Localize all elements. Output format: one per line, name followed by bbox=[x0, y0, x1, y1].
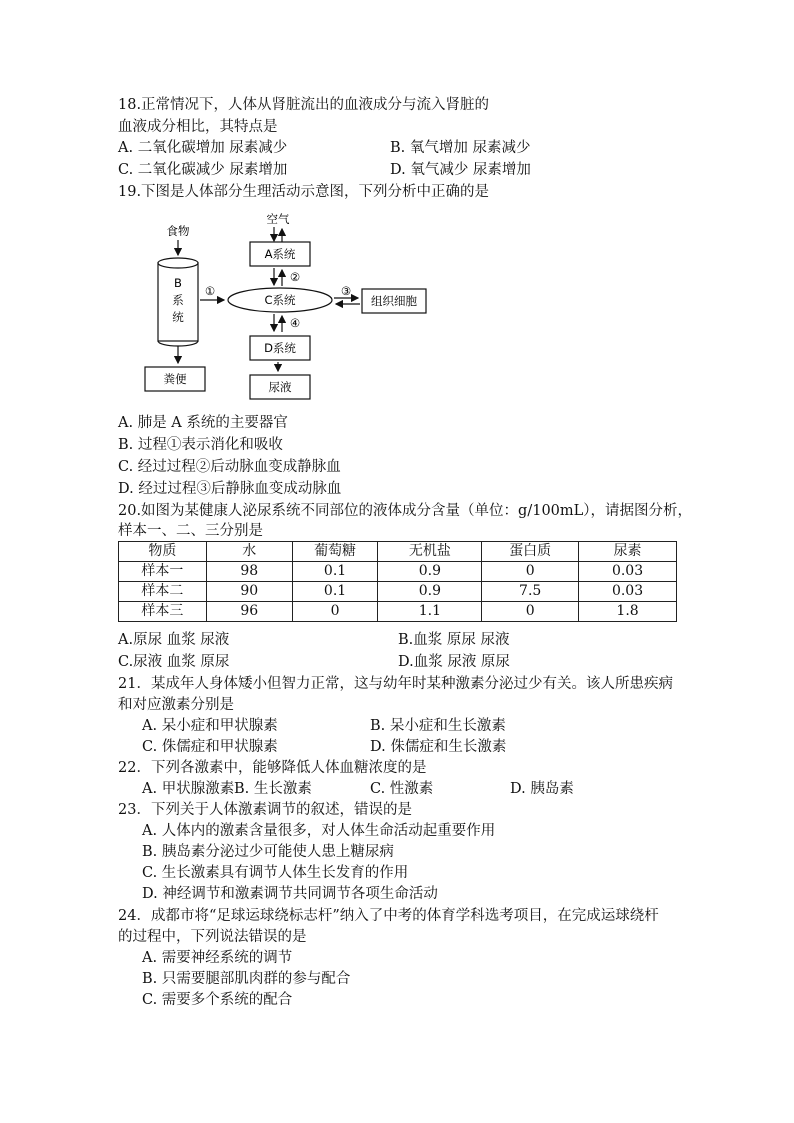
table-cell: 96 bbox=[206, 602, 292, 622]
feces-label: 粪便 bbox=[163, 372, 187, 386]
table-cell: 0.03 bbox=[579, 562, 677, 582]
urine-label: 尿液 bbox=[268, 380, 292, 394]
q20-stem-line2: 样本一、二、三分别是 bbox=[118, 523, 263, 539]
process-3-label: ③ bbox=[340, 284, 352, 298]
q18-option-c: C. 二氧化碳减少 尿素增加 bbox=[118, 162, 288, 178]
table-cell: 0 bbox=[482, 602, 579, 622]
q19-option-d: D. 经过过程③后静脉血变成动脉血 bbox=[118, 481, 342, 497]
q24-option-c: C. 需要多个系统的配合 bbox=[142, 992, 293, 1008]
table-cell: 0 bbox=[482, 562, 579, 582]
q23-option-a: A. 人体内的激素含量很多，对人体生命活动起重要作用 bbox=[142, 823, 496, 839]
table-cell: 样本三 bbox=[119, 602, 207, 622]
table-cell: 0.03 bbox=[579, 582, 677, 602]
table-row bbox=[119, 602, 677, 622]
process-2-label: ② bbox=[289, 270, 301, 284]
q18-stem-line1: 18.正常情况下，人体从肾脏流出的血液成分与流入肾脏的 bbox=[118, 97, 490, 113]
air-label: 空气 bbox=[266, 212, 290, 226]
process-4-label: ④ bbox=[289, 316, 301, 330]
q24-option-a: A. 需要神经系统的调节 bbox=[142, 950, 293, 966]
table-cell: 0.9 bbox=[378, 582, 482, 602]
table-cell: 0.9 bbox=[378, 562, 482, 582]
q21-option-a: A. 呆小症和甲状腺素 bbox=[142, 718, 278, 734]
q23-option-b: B. 胰岛素分泌过少可能使人患上糖尿病 bbox=[142, 844, 394, 860]
q20-stem-line1: 20.如图为某健康人泌尿系统不同部位的液体成分含量（单位：g/100mL），请据图分析， bbox=[118, 503, 693, 519]
process-1-label: ① bbox=[204, 284, 216, 298]
q20-option-b: B.血浆 原尿 尿液 bbox=[398, 632, 510, 648]
d-system-label: D系统 bbox=[264, 341, 296, 355]
b-system-label-1: B bbox=[174, 276, 182, 290]
c-system-label: C系统 bbox=[264, 293, 296, 307]
table-header-row bbox=[119, 542, 677, 562]
header-cell: 无机盐 bbox=[378, 542, 482, 562]
q24-stem-line1: 24．成都市将“足球运球绕标志杆”纳入了中考的体育学科选考项目，在完成运球绕杆 bbox=[118, 908, 659, 924]
q18-option-b: B. 氧气增加 尿素减少 bbox=[390, 140, 531, 156]
table-cell: 0.1 bbox=[292, 582, 378, 602]
header-cell: 葡萄糖 bbox=[292, 542, 378, 562]
q21-stem-line2: 和对应激素分别是 bbox=[118, 697, 234, 713]
b-system-label-3: 统 bbox=[172, 310, 184, 324]
tissue-cell-label: 组织细胞 bbox=[371, 294, 417, 308]
q19-option-c: C. 经过过程②后动脉血变成静脉血 bbox=[118, 459, 341, 475]
q24-option-b: B. 只需要腿部肌肉群的参与配合 bbox=[142, 971, 351, 987]
q20-composition-table bbox=[118, 541, 677, 622]
q22-option-d: D. 胰岛素 bbox=[510, 781, 574, 797]
q19-option-b: B. 过程①表示消化和吸收 bbox=[118, 437, 283, 453]
q21-option-b: B. 呆小症和生长激素 bbox=[370, 718, 506, 734]
q22-option-b: B. 生长激素 bbox=[234, 781, 312, 797]
q18-option-d: D. 氧气减少 尿素增加 bbox=[390, 162, 531, 178]
table-cell: 0.1 bbox=[292, 562, 378, 582]
table-cell: 1.1 bbox=[378, 602, 482, 622]
table-row bbox=[119, 562, 677, 582]
q20-option-a: A.原尿 血浆 尿液 bbox=[118, 632, 230, 648]
header-cell: 蛋白质 bbox=[482, 542, 579, 562]
table-row bbox=[119, 582, 677, 602]
q20-option-c: C.尿液 血浆 原尿 bbox=[118, 654, 230, 670]
q18-stem-line2: 血液成分相比，其特点是 bbox=[118, 119, 278, 135]
header-cell: 尿素 bbox=[579, 542, 677, 562]
q19-physiology-diagram bbox=[140, 205, 440, 405]
q21-stem-line1: 21．某成年人身体矮小但智力正常，这与幼年时某种激素分泌过少有关。该人所患疾病 bbox=[118, 676, 673, 692]
q23-option-c: C. 生长激素具有调节人体生长发育的作用 bbox=[142, 865, 409, 881]
table-cell: 98 bbox=[206, 562, 292, 582]
a-system-label: A系统 bbox=[264, 247, 296, 261]
q23-stem: 23．下列关于人体激素调节的叙述，错误的是 bbox=[118, 802, 412, 818]
q24-stem-line2: 的过程中，下列说法错误的是 bbox=[118, 929, 307, 945]
q22-option-a: A. 甲状腺激素 bbox=[142, 781, 235, 797]
q23-option-d: D. 神经调节和激素调节共同调节各项生命活动 bbox=[142, 886, 438, 902]
q19-stem: 19.下图是人体部分生理活动示意图，下列分析中正确的是 bbox=[118, 184, 490, 200]
q19-option-a: A. 肺是 A 系统的主要器官 bbox=[118, 415, 288, 431]
table-cell: 样本二 bbox=[119, 582, 207, 602]
table-cell: 0 bbox=[292, 602, 378, 622]
table-cell: 90 bbox=[206, 582, 292, 602]
header-cell: 水 bbox=[206, 542, 292, 562]
table-cell: 1.8 bbox=[579, 602, 677, 622]
table-cell: 样本一 bbox=[119, 562, 207, 582]
q21-option-c: C. 侏儒症和甲状腺素 bbox=[142, 739, 278, 755]
q21-option-d: D. 侏儒症和生长激素 bbox=[370, 739, 507, 755]
food-label: 食物 bbox=[166, 224, 190, 238]
q22-option-c: C. 性激素 bbox=[370, 781, 434, 797]
q20-option-d: D.血浆 尿液 原尿 bbox=[398, 654, 510, 670]
header-cell: 物质 bbox=[119, 542, 207, 562]
q18-option-a: A. 二氧化碳增加 尿素减少 bbox=[118, 140, 288, 156]
b-system-label-2: 系 bbox=[172, 293, 184, 307]
table-cell: 7.5 bbox=[482, 582, 579, 602]
q22-stem: 22．下列各激素中，能够降低人体血糖浓度的是 bbox=[118, 760, 427, 776]
